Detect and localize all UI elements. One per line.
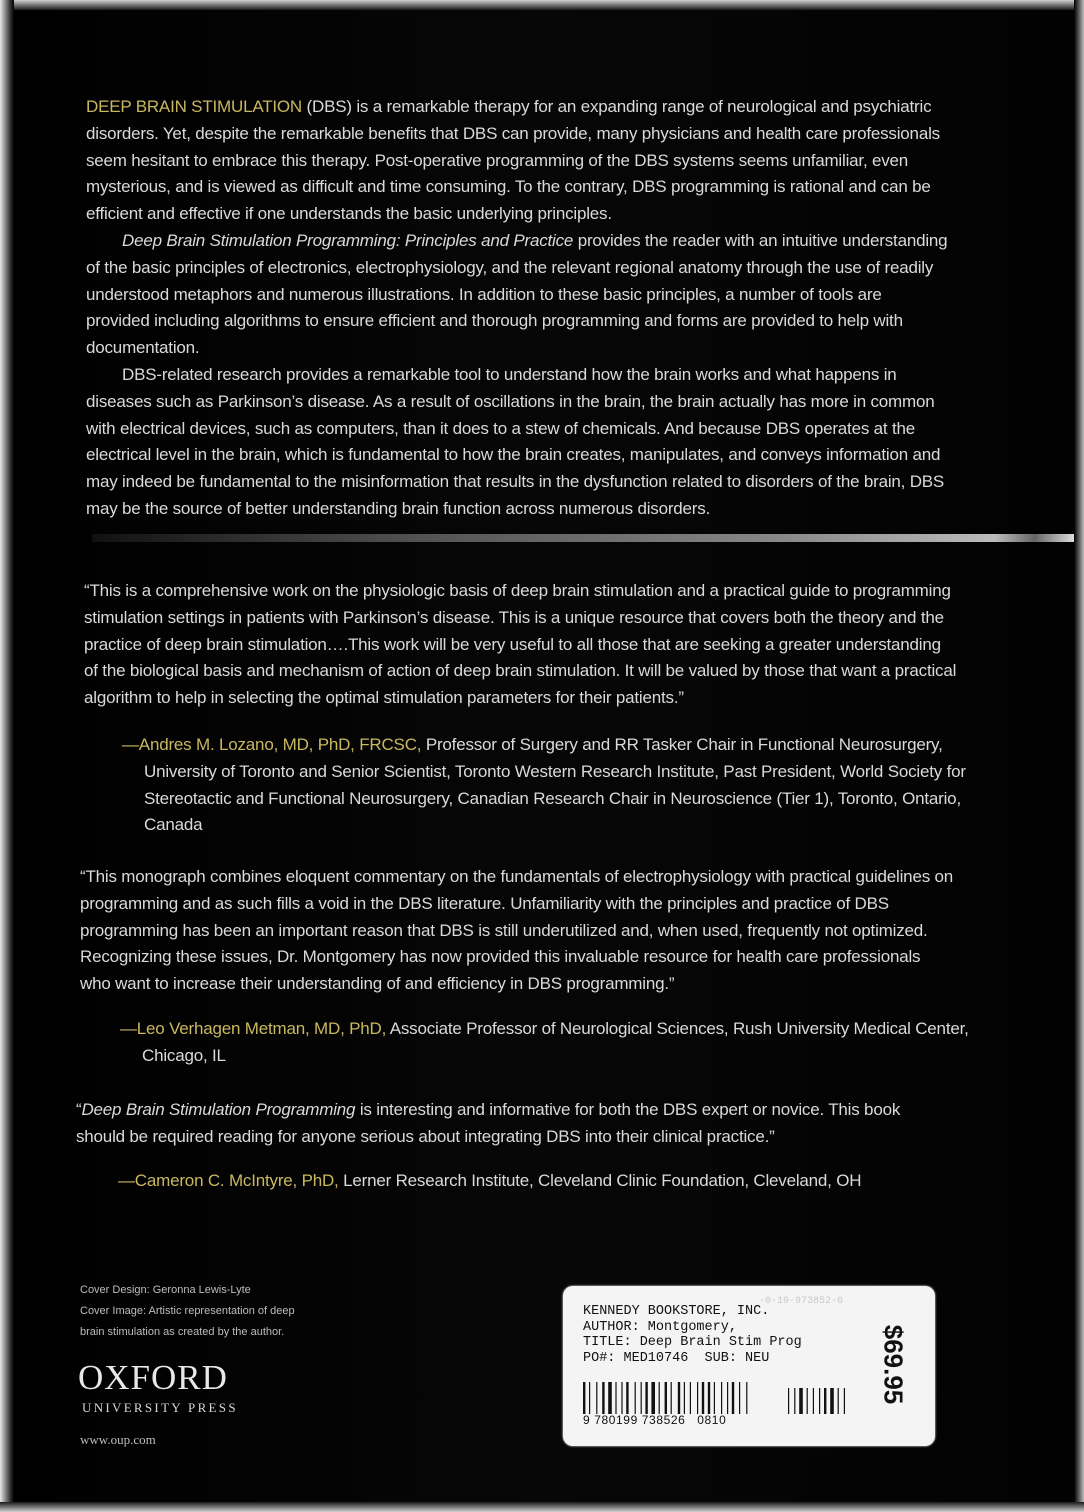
quote-2-text: “This monograph combines eloquent commentary on the fundamentals of electrophysiology with practical guidelines on programming and as such fills a void in the DBS literature. Unfamiliarity with the principles and practice of DBS programming has been an important reason that DBS is still underutilized and, when used, frequently not optimized. Recognizing these issues, Dr. Montgomery has now provided this invaluable resource for health care professionals who want to increase their understanding of and efficiency in DBS programming.” bbox=[80, 867, 954, 994]
intro-paragraph-1 bbox=[86, 94, 948, 228]
intro-paragraph-3: DBS-related research provides a remarkable tool to understand how the brain works and what happens in diseases such as Parkinson’s disease. As a result of oscillations in the brain, the brain actually has more in common with electrical devices, such as computers, than it does to a stew of chemicals. And because DBS operates at the electrical level in the brain, which is fundamental to how the brain creates, manipulates, and conveys information and may indeed be fundamental to the misinformation that results in the dysfunction related to disorders of the brain, DBS may be the source of better understanding brain function across numerous disorders. bbox=[86, 364, 945, 518]
sticker-po: PO#: MED10746 SUB: NEU bbox=[583, 1350, 770, 1366]
sticker-author: AUTHOR: Montgomery, bbox=[583, 1319, 737, 1335]
cover-edge-right bbox=[1074, 0, 1084, 1512]
book-title-reference: Deep Brain Stimulation Programming: Principles and Practice bbox=[122, 230, 574, 250]
intro-text bbox=[86, 94, 948, 523]
quote-3-author: —Cameron C. McIntyre, PhD, bbox=[118, 1171, 339, 1190]
barcode-number bbox=[583, 1413, 726, 1427]
quote-3 bbox=[70, 1097, 950, 1151]
intro-paragraph-2-body: provides the reader with an intuitive understanding of the basic principles of electronics, electrophysiology, and the relevant regional anatomy through the use of readily understood metaphors and numerous illustrations. In addition to these basic principles, a number of tools are provided including algorithms to ensure efficient and thorough programming and forms are provided to help with documentation. bbox=[86, 230, 948, 358]
oxford-logo: OXFORD bbox=[78, 1358, 228, 1397]
cover-edge-bottom bbox=[0, 1502, 1084, 1512]
intro-lead: DEEP BRAIN STIMULATION bbox=[86, 97, 303, 116]
sticker-ghost-isbn: -0-19-973852-6 bbox=[759, 1296, 844, 1307]
publisher-url: www.oup.com bbox=[80, 1432, 156, 1447]
quote-3-text bbox=[70, 1097, 950, 1151]
cover-image-credit: Cover Image: Artistic representation of deep brain stimulation as created by the author. bbox=[80, 1305, 295, 1338]
quote-1-author: —Andres M. Lozano, MD, PhD, FRCSC, bbox=[122, 735, 422, 754]
price-tag bbox=[871, 1304, 915, 1424]
cover-design-credit: Cover Design: Geronna Lewis-Lyte bbox=[80, 1284, 251, 1296]
bookstore-price-sticker bbox=[563, 1286, 935, 1446]
quote-1-affiliation: Professor of Surgery and RR Tasker Chair in Functional Neurosurgery, University of Toronto and Senior Scientist, Toronto Western Research Institute, Past President, World Society for Stereotactic and Functional Neurosurgery, Canadian Research Chair in Neuroscience (Tier 1), Toronto, Ontario, Canada bbox=[144, 735, 966, 835]
publisher-subtitle: UNIVERSITY PRESS bbox=[82, 1400, 238, 1415]
quote-3-affiliation: Lerner Research Institute, Cleveland Clinic Foundation, Cleveland, OH bbox=[338, 1171, 862, 1190]
quote-2-affiliation: Associate Professor of Neurological Sciences, Rush University Medical Center, Chicago, IL bbox=[142, 1019, 969, 1065]
quote-3-book-title: Deep Brain Stimulation Programming bbox=[81, 1100, 356, 1119]
barcode-isbn: 9 780199 738526 bbox=[583, 1413, 686, 1427]
quote-3-open-mark: “ bbox=[76, 1100, 82, 1119]
cover-credits bbox=[80, 1280, 320, 1343]
quote-1-attribution bbox=[122, 732, 974, 839]
quote-1 bbox=[78, 578, 958, 712]
cover-edge-left bbox=[0, 0, 14, 1512]
intro-paragraph-2 bbox=[86, 228, 948, 362]
intro-paragraph-1-body: (DBS) is a remarkable therapy for an expanding range of neurological and psychiatric disorders. Yet, despite the remarkable benefits that DBS can provide, many physicians and health care professionals seem hesitant to embrace this therapy. Post-operative programming of the DBS systems seems unfamiliar, even mysterious, and is viewed as difficult and time consuming. To the contrary, DBS programming is rational and can be efficient and effective if one understands the basic underlying principles. bbox=[86, 97, 940, 224]
sticker-title: TITLE: Deep Brain Stim Prog bbox=[583, 1335, 802, 1351]
barcode-suffix: 0810 bbox=[697, 1413, 727, 1427]
price-text: $69.95 bbox=[878, 1324, 909, 1404]
quote-2-attribution bbox=[120, 1016, 972, 1070]
quote-3-body: is interesting and informative for both the DBS expert or novice. This book should be required reading for anyone serious about integrating DBS into their clinical practice.” bbox=[76, 1100, 901, 1146]
section-divider bbox=[92, 534, 1074, 542]
sticker-store: KENNEDY BOOKSTORE, INC. bbox=[583, 1304, 770, 1319]
quote-3-attribution bbox=[118, 1168, 970, 1195]
quote-1-text: “This is a comprehensive work on the physiologic basis of deep brain stimulation and a practical guide to programming stimulation settings in patients with Parkinson’s disease. This is a unique resource that covers both the theory and the practice of deep brain stimulation….This work will be very useful to all those that are seeking a greater understanding of the biological basis and mechanism of action of deep brain stimulation. It will be valued by those that want a practical algorithm to help in selecting the optimal stimulation parameters for their patients.” bbox=[84, 581, 957, 708]
cover-edge-top bbox=[0, 0, 1084, 10]
barcode-icon bbox=[583, 1382, 863, 1414]
quote-2-author: —Leo Verhagen Metman, MD, PhD, bbox=[120, 1019, 387, 1038]
sticker-text bbox=[583, 1304, 853, 1366]
quote-2 bbox=[74, 864, 954, 998]
